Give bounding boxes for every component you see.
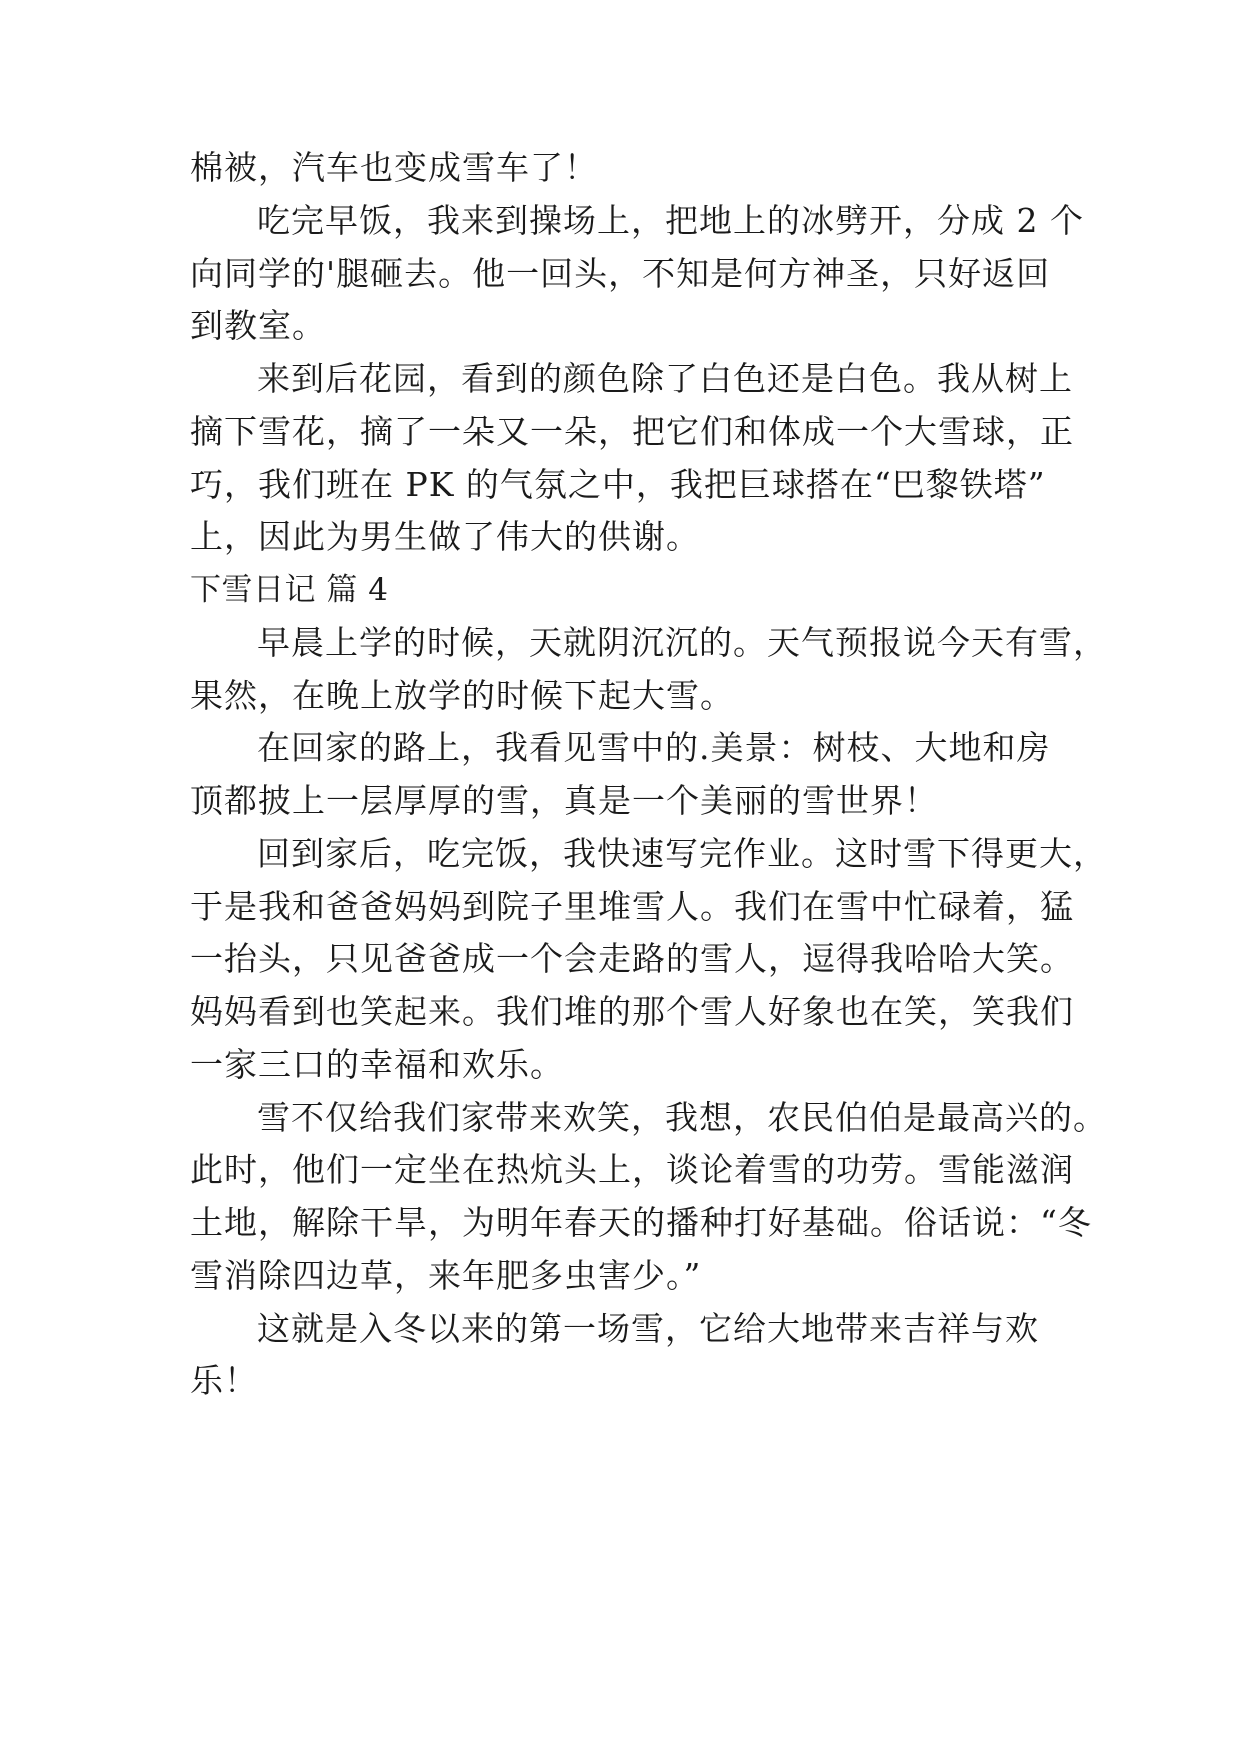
paragraph-line: 雪消除四边草，来年肥多虫害少。” [190, 1256, 702, 1295]
paragraph-line: 果然，在晚上放学的时候下起大雪。 [190, 676, 734, 715]
paragraph-line: 早晨上学的时候，天就阴沉沉的。天气预报说今天有雪， [257, 623, 1107, 662]
paragraph-line: 巧，我们班在 PK 的气氛之中，我把巨球搭在“巴黎铁塔” [190, 465, 1046, 504]
paragraph-line: 摘下雪花，摘了一朵又一朵，把它们和体成一个大雪球，正 [190, 412, 1074, 451]
paragraph-line: 一抬头，只见爸爸成一个会走路的雪人，逗得我哈哈大笑。 [190, 939, 1074, 978]
paragraph-line: 来到后花园，看到的颜色除了白色还是白色。我从树上 [257, 359, 1073, 398]
paragraph-line: 顶都披上一层厚厚的雪，真是一个美丽的雪世界！ [190, 781, 938, 820]
paragraph-line: 在回家的路上，我看见雪中的.美景：树枝、大地和房 [257, 728, 1051, 767]
paragraph-line: 土地，解除干旱，为明年春天的播种打好基础。俗话说：“冬 [190, 1203, 1092, 1242]
paragraph-line: 乐！ [190, 1361, 258, 1400]
paragraph-line: 一家三口的幸福和欢乐。 [190, 1045, 564, 1084]
paragraph-line: 此时，他们一定坐在热炕头上，谈论着雪的功劳。雪能滋润 [190, 1150, 1074, 1189]
paragraph-line: 于是我和爸爸妈妈到院子里堆雪人。我们在雪中忙碌着，猛 [190, 887, 1074, 926]
paragraph-line: 雪不仅给我们家带来欢笑，我想，农民伯伯是最高兴的。 [257, 1098, 1107, 1137]
paragraph-line: 到教室。 [190, 306, 326, 345]
paragraph-line: 吃完早饭，我来到操场上，把地上的冰劈开，分成 2 个 [257, 201, 1084, 240]
paragraph-line: 妈妈看到也笑起来。我们堆的那个雪人好象也在笑，笑我们 [190, 992, 1074, 1031]
section-heading: 下雪日记 篇 4 [190, 572, 389, 608]
paragraph-line: 上，因此为男生做了伟大的供谢。 [190, 517, 700, 556]
paragraph-line: 回到家后，吃完饭，我快速写完作业。这时雪下得更大， [257, 834, 1107, 873]
paragraph-line: 这就是入冬以来的第一场雪，它给大地带来吉祥与欢 [257, 1309, 1039, 1348]
paragraph-line: 向同学的'腿砸去。他一回头，不知是何方神圣，只好返回 [190, 254, 1051, 293]
paragraph-line: 棉被，汽车也变成雪车了！ [190, 148, 598, 187]
